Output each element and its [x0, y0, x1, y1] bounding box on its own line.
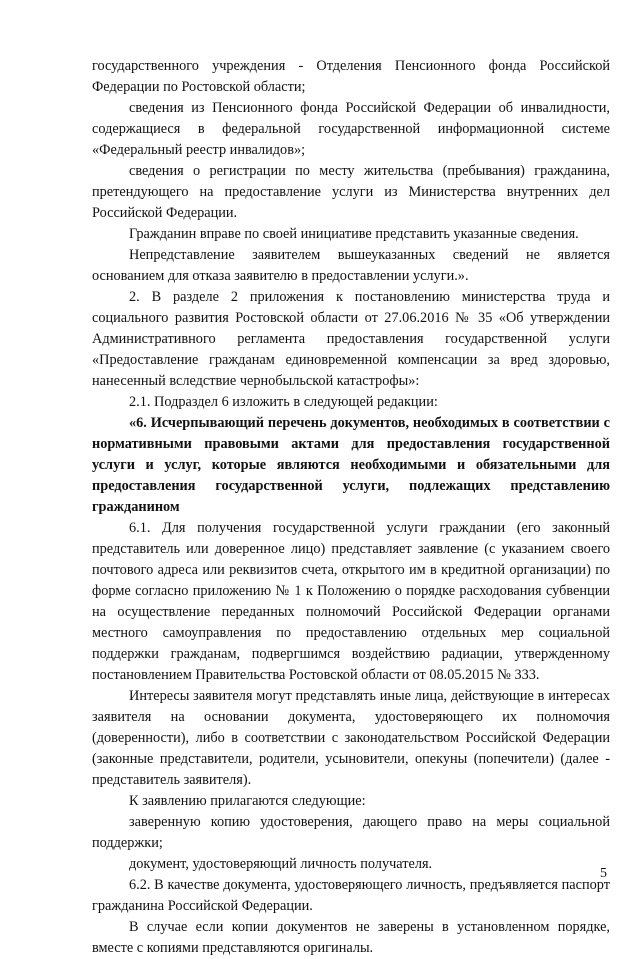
paragraph: заверенную копию удостоверения, дающего право на меры социальной поддержки;: [92, 814, 610, 851]
paragraph: Интересы заявителя могут представлять иные лица, действующие в интересах заявителя на основании документа, удостоверяющего их полномочия (доверенности), либо в соответствии с законодательством Российской Федерации (законные представители, родители, усыновители, опекуны (попечители) (далее - представитель заявителя).: [92, 688, 610, 788]
paragraph: 2. В разделе 2 приложения к постановлению министерства труда и социального развития Ростовской области от 27.06.2016 № 35 «Об утверждении Административного регламента предоставления государственной услуги «Предоставление гражданам единовременной компенсации за вред здоровью, нанесенный вследствие чернобыльской катастрофы»:: [92, 289, 610, 389]
paragraph: документ, удостоверяющий личность получателя.: [129, 856, 433, 872]
paragraph: 2.1. Подраздел 6 изложить в следующей редакции:: [129, 394, 438, 410]
page-number: 5: [600, 866, 607, 881]
paragraph: Гражданин вправе по своей инициативе представить указанные сведения.: [129, 226, 579, 242]
paragraph: В случае если копии документов не заверены в установленном порядке, вместе с копиями представляются оригиналы.: [92, 919, 610, 956]
paragraph: сведения из Пенсионного фонда Российской Федерации об инвалидности, содержащиеся в федеральной государственной информационной системе «Федеральный реестр инвалидов»;: [92, 100, 610, 158]
paragraph: 6.2. В качестве документа, удостоверяющего личность, предъявляется паспорт гражданина Российской Федерации.: [92, 877, 610, 914]
paragraph: Непредставление заявителем вышеуказанных сведений не является основанием для отказа заявителю в предоставлении услуги.».: [92, 247, 610, 284]
paragraph: государственного учреждения - Отделения Пенсионного фонда Российской Федерации по Ростовской области;: [92, 58, 610, 95]
paragraph: К заявлению прилагаются следующие:: [129, 793, 366, 809]
section-heading: «6. Исчерпывающий перечень документов, необходимых в соответствии с нормативными правовыми актами для предоставления государственной услуги и услуг, которые являются необходимыми и обязательными для предоставления государственной услуги, подлежащих представлению гражданином: [92, 415, 610, 515]
paragraph: сведения о регистрации по месту жительства (пребывания) гражданина, претендующего на предоставление услуги из Министерства внутренних дел Российской Федерации.: [92, 163, 610, 221]
paragraph: 6.1. Для получения государственной услуги граждании (его законный представитель или доверенное лицо) представляет заявление (с указанием своего почтового адреса или реквизитов счета, открытого им в кредитной организации) по форме согласно приложению № 1 к Положению о порядке расходования субвенции на осуществление переданных полномочий Российской Федерации органами местного самоуправления по предоставлению отдельных мер социальной поддержки гражданам, подвергшимся воздействию радиации, утвержденному постановлением Правительства Ростовской области от 08.05.2015 № 333.: [92, 520, 610, 683]
document-body: [92, 56, 610, 959]
